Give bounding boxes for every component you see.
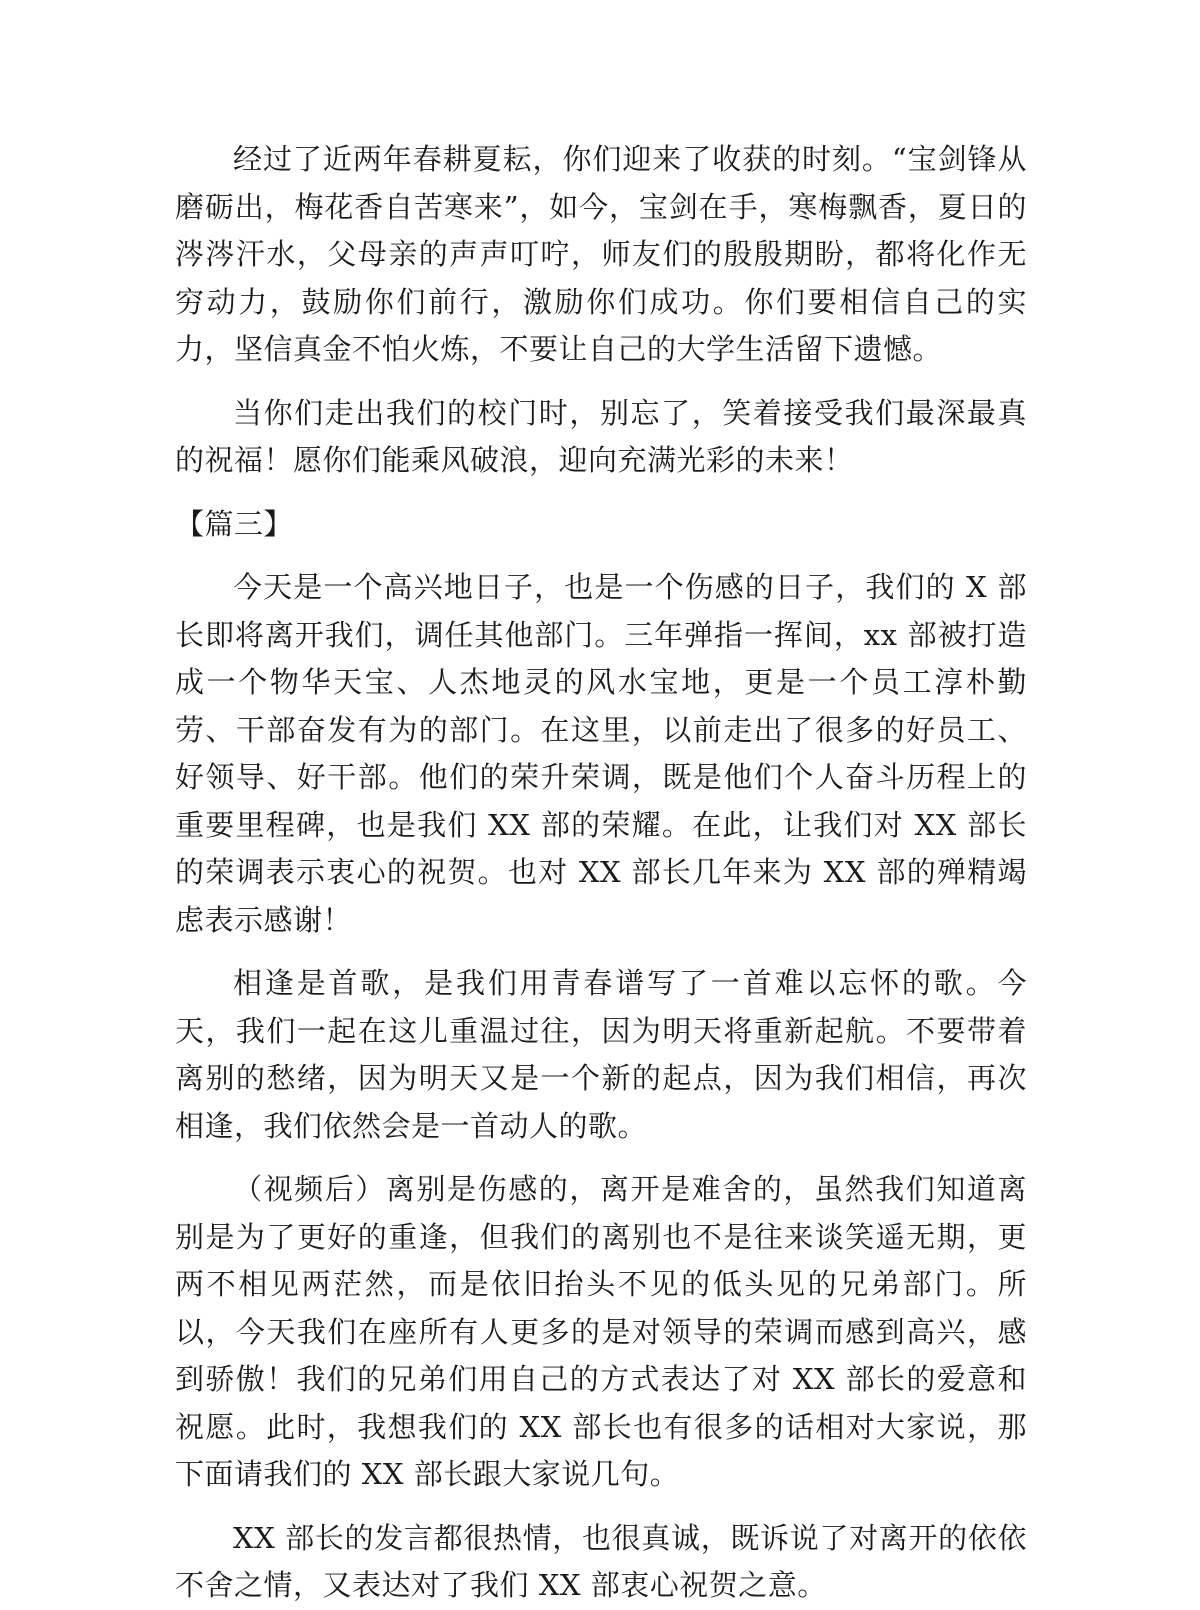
paragraph-farewell-intro: 今天是一个高兴地日子，也是一个伤感的日子，我们的 X 部长即将离开我们，调任其他部门。三年弹指一挥间，xx 部被打造成一个物华天宝、人杰地灵的风水宝地，更是一个员工淳朴勤劳、干部奋发有为的部门。在这里，以前走出了很多的好员工、好领导、好干部。他们的荣升荣调，既是他们个人奋斗历程上的重要里程碑，也是我们 XX 部的荣耀。在此，让我们对 XX 部长的荣调表示衷心的祝贺。也对 XX 部长几年来为 XX 部的殚精竭虑表示感谢！ bbox=[175, 570, 1027, 937]
paragraph-song: 相逢是首歌，是我们用青春谱写了一首难以忘怀的歌。今天，我们一起在这儿重温过往，因为明天将重新起航。不要带着离别的愁绪，因为明天又是一个新的起点，因为我们相信，再次相逢，我们依然会是一首动人的歌。 bbox=[175, 966, 1027, 1143]
paragraph-blessing: 当你们走出我们的校门时，别忘了，笑着接受我们最深最真的祝福！愿你们能乘风破浪，迎向充满光彩的未来！ bbox=[175, 395, 1027, 477]
section-heading: 【篇三】 bbox=[175, 506, 294, 541]
paragraph-speech-summary: XX 部长的发言都很热情，也很真诚，既诉说了对离开的依依不舍之情，又表达对了我们 XX 部衷心祝贺之意。 bbox=[175, 1520, 1027, 1602]
paragraph-after-video: （视频后）离别是伤感的，离开是难舍的，虽然我们知道离别是为了更好的重逢，但我们的离别也不是往来谈笑遥无期，更两不相见两茫然，而是依旧抬头不见的低头见的兄弟部门。所以，今天我们在座所有人更多的是对领导的荣调而感到高兴，感到骄傲！我们的兄弟们用自己的方式表达了对 XX 部长的爱意和祝愿。此时，我想我们的 XX 部长也有很多的话相对大家说，那下面请我们的 XX 部长跟大家说几句。 bbox=[175, 1172, 1027, 1491]
paragraph-harvest: 经过了近两年春耕夏耘，你们迎来了收获的时刻。“宝剑锋从磨砺出，梅花香自苦寒来”，如今，宝剑在手，寒梅飘香，夏日的涔涔汗水，父母亲的声声叮咛，师友们的殷殷期盼，都将化作无穷动力，鼓励你们前行，激励你们成功。你们要相信自己的实力，坚信真金不怕火炼，不要让自己的大学生活留下遗憾。 bbox=[175, 142, 1027, 366]
document-body bbox=[175, 136, 1027, 1610]
